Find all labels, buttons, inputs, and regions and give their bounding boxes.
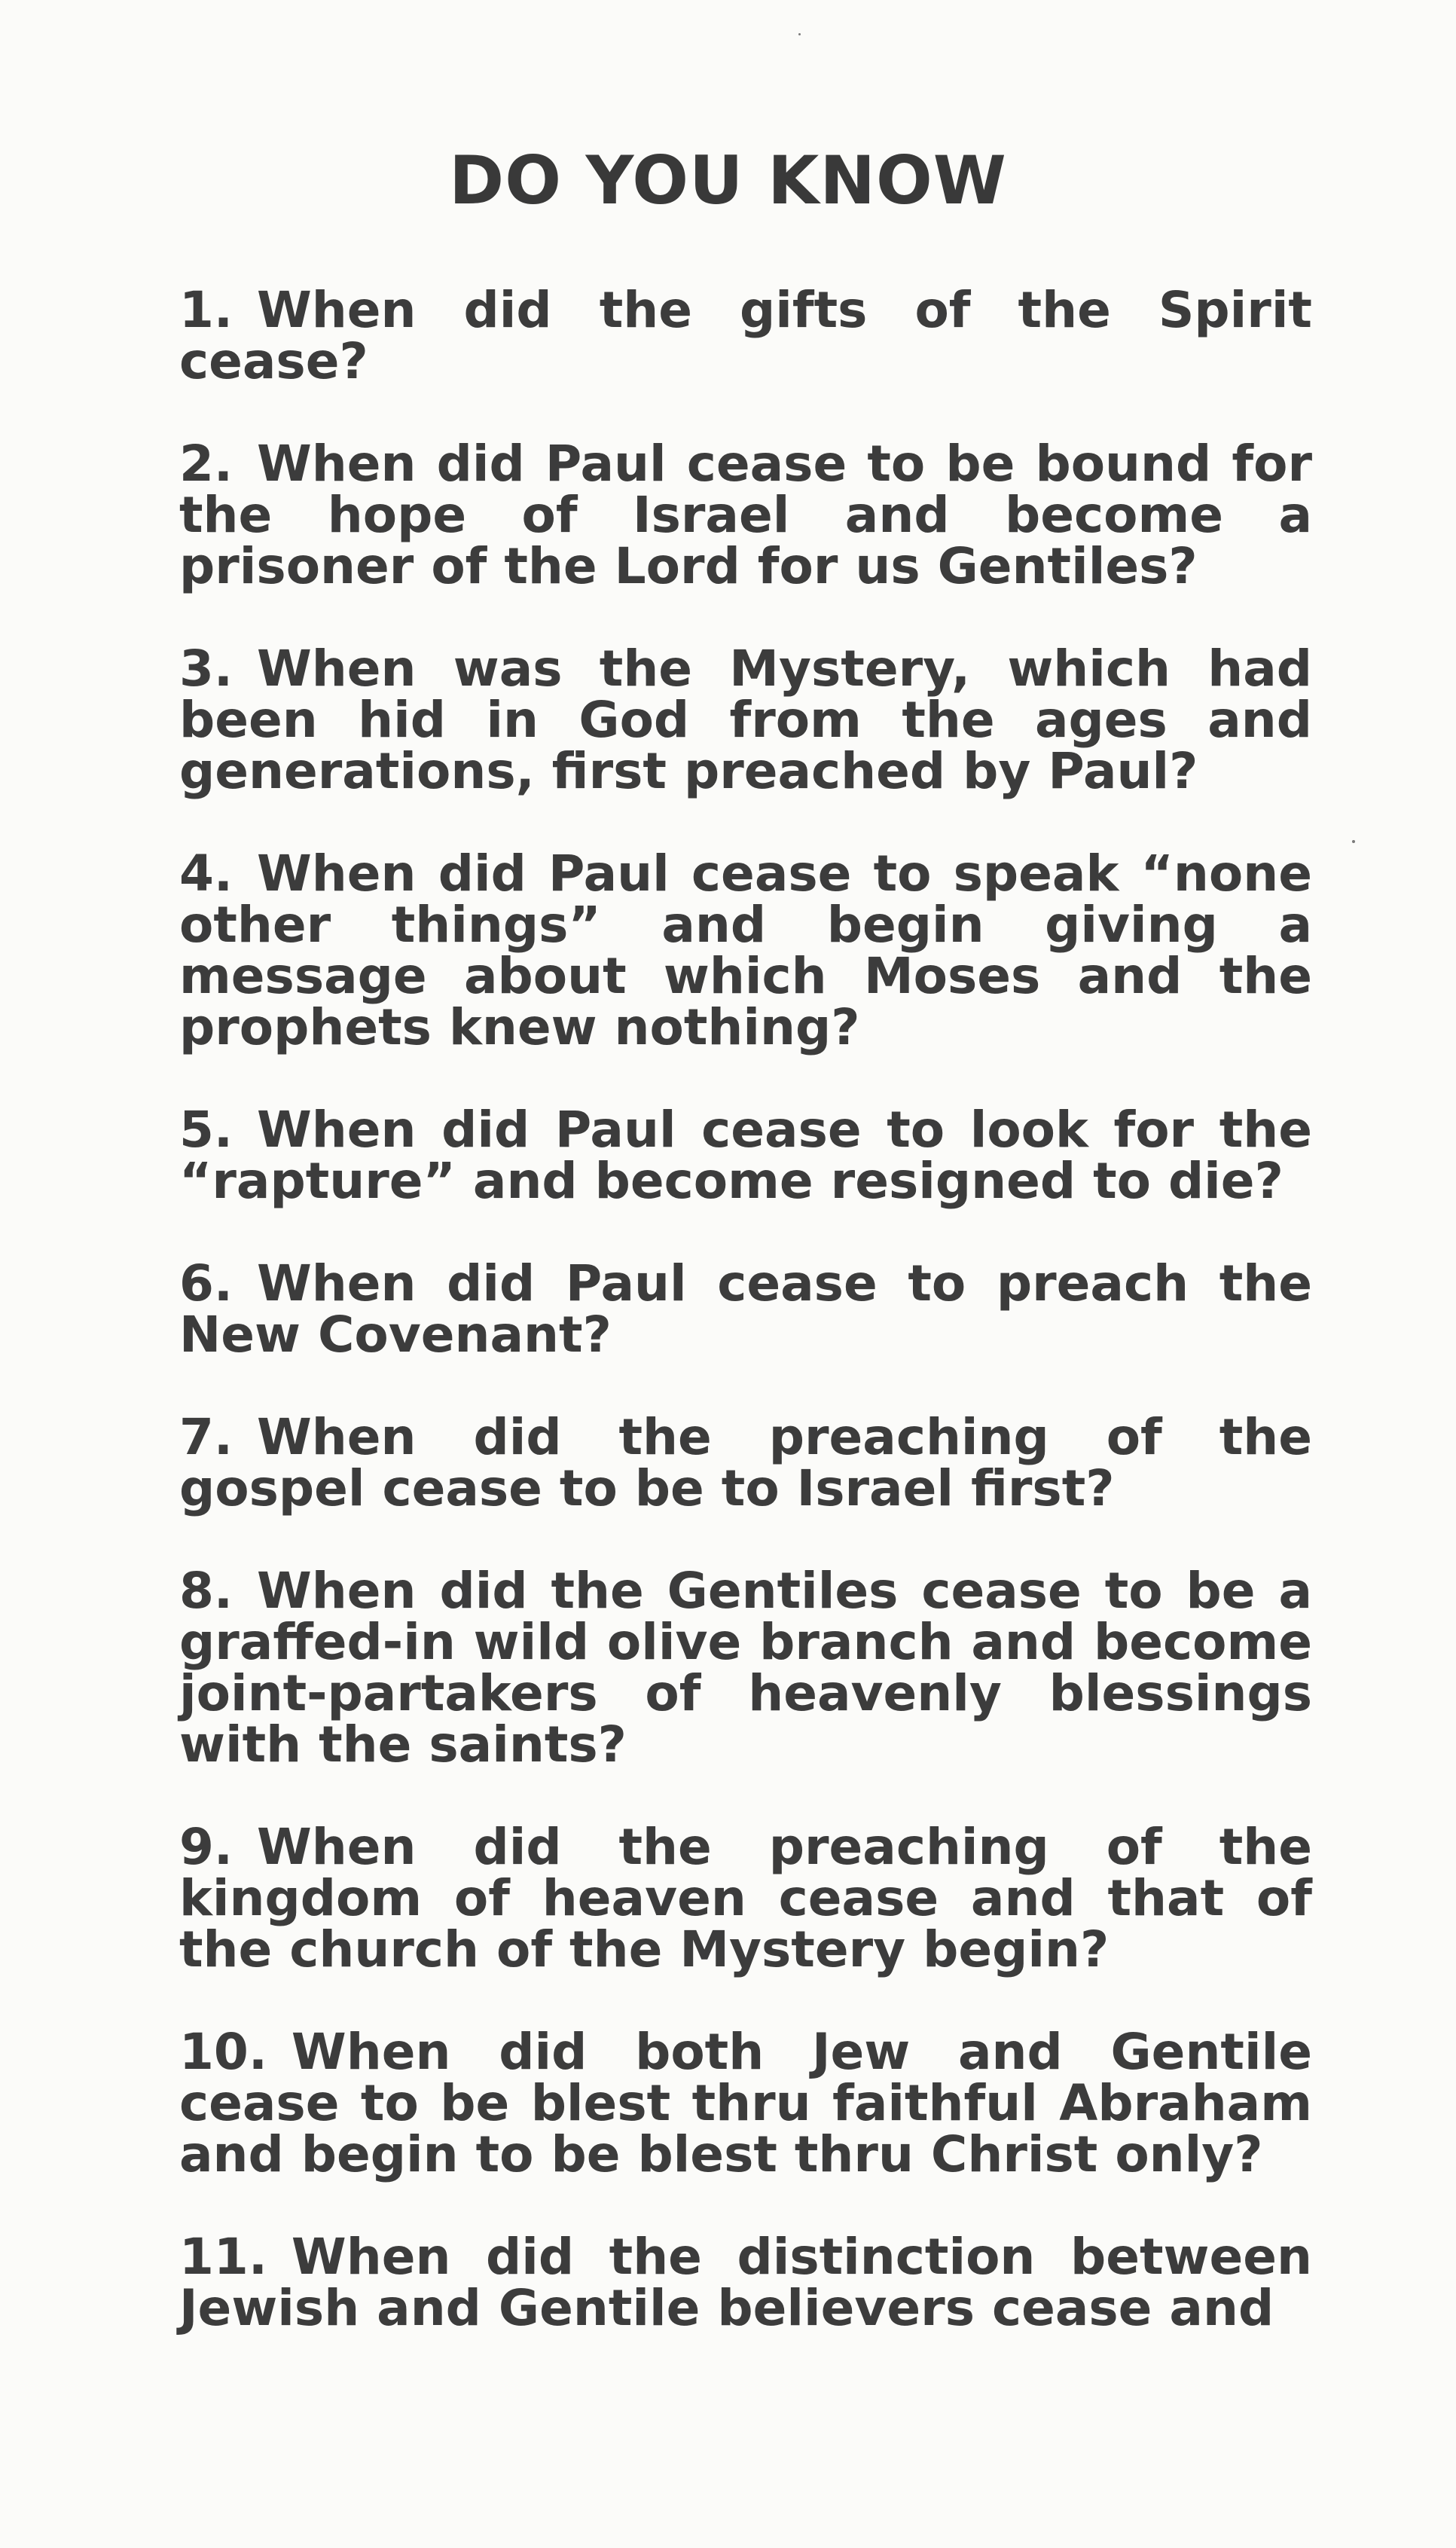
question-text: When did Paul cease to preach the New Covenant?	[179, 1254, 1312, 1364]
question-item	[179, 1562, 1312, 1774]
question-text: When did the gifts of the Spirit cease?	[179, 281, 1312, 390]
question-number: 6.	[179, 1254, 233, 1312]
question-item	[179, 640, 1312, 800]
question-text: When did the preaching of the kingdom of heaven cease and that of the church of the Mystery begin?	[179, 1818, 1312, 1978]
question-text: When did both Jew and Gentile cease to be blest thru faithful Abraham and begin to be blest thru Christ only?	[179, 2023, 1312, 2183]
question-text: When did the distinction between Jewish and Gentile believers cease and	[179, 2228, 1312, 2337]
question-text: When did Paul cease to speak “none other things” and begin giving a message about which Moses and the prophets knew nothing?	[179, 845, 1312, 1056]
question-list	[179, 281, 1312, 2385]
page-title: DO YOU KNOW	[449, 142, 1007, 219]
question-item	[179, 435, 1312, 595]
question-text: When did Paul cease to be bound for the hope of Israel and become a prisoner of the Lord for us Gentiles?	[179, 435, 1312, 595]
question-text: When did Paul cease to look for the “rapture” and become resigned to die?	[179, 1101, 1312, 1210]
question-text: When did the preaching of the gospel cease to be to Israel first?	[179, 1408, 1312, 1517]
question-text: When did the Gentiles cease to be a graffed-in wild olive branch and become joint-partakers of heavenly blessings with the saints?	[179, 1562, 1312, 1774]
question-number: 2.	[179, 435, 233, 493]
question-number: 5.	[179, 1101, 233, 1159]
question-number: 8.	[179, 1562, 233, 1620]
question-item	[179, 281, 1312, 390]
scan-speck	[1352, 840, 1355, 843]
question-number: 4.	[179, 845, 233, 903]
question-item	[179, 1408, 1312, 1517]
question-number: 3.	[179, 640, 233, 698]
scan-speck	[798, 33, 801, 35]
question-number: 10.	[179, 2023, 267, 2081]
question-text: When was the Mystery, which had been hid in God from the ages and generations, first preached by Paul?	[179, 640, 1312, 800]
question-number: 1.	[179, 281, 233, 339]
question-item	[179, 2023, 1312, 2183]
question-item	[179, 1101, 1312, 1210]
question-item	[179, 2228, 1312, 2337]
question-item	[179, 845, 1312, 1056]
question-number: 11.	[179, 2228, 267, 2286]
question-number: 9.	[179, 1818, 233, 1876]
question-item	[179, 1818, 1312, 1978]
question-item	[179, 1254, 1312, 1364]
question-number: 7.	[179, 1408, 233, 1466]
